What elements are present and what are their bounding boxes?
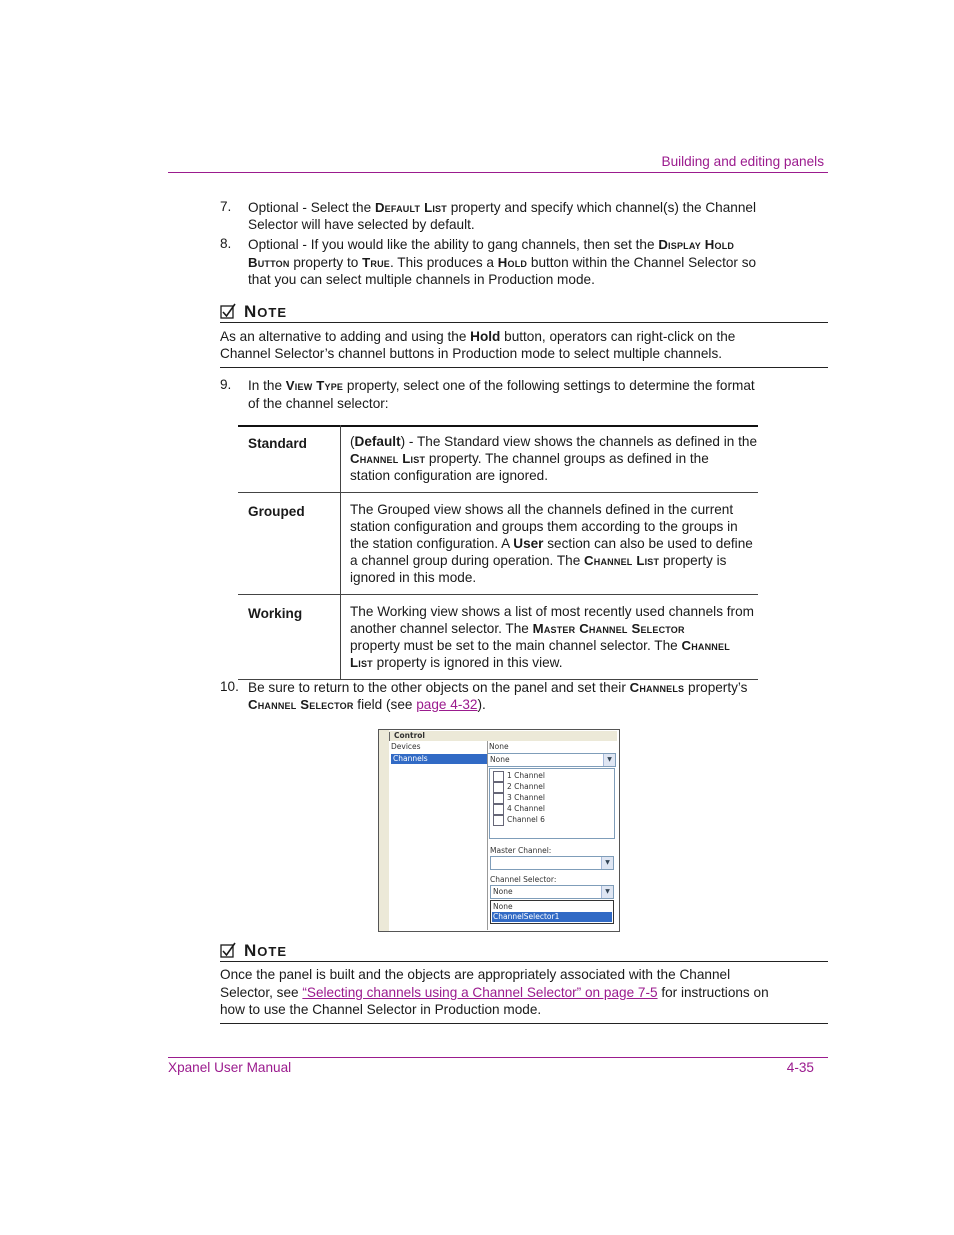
channel-selector-list [490,900,614,924]
running-header: Building and editing panels [661,154,824,169]
step-8-line-3: that you can select multiple channels in Production mode. [248,272,595,287]
step-8-line-1: Optional - If you would like the ability to gang channels, then set the Display Hold [248,237,735,252]
table-row [238,493,758,595]
desc-standard: (Default) - The Standard view shows the channels as defined in the Channel List property. The channel groups as defined in the station configuration are ignored. [350,434,758,483]
term-grouped: Grouped [238,493,341,595]
channel-label: 2 Channel [507,782,545,791]
footer-title: Xpanel User Manual [168,1060,292,1075]
note-line-1: As an alternative to adding and using the Hold button, operators can right-click on the [220,329,736,344]
prop-name-selected[interactable]: Channels [391,754,489,764]
channel-label: 4 Channel [507,804,545,813]
channel-label: 1 Channel [507,771,545,780]
prop-name[interactable]: Devices [391,742,421,751]
property-grid-screenshot [378,729,620,932]
note-bottom-rule [220,367,828,368]
note-2-bottom-rule [220,1023,828,1024]
note-2-line-3: how to use the Channel Selector in Production mode. [220,1002,542,1017]
step-8-number: 8. [220,236,232,251]
note-heading: NOTE [220,302,287,322]
step-10-number: 10. [220,679,239,694]
grid-divider [487,741,488,930]
prop-value[interactable]: None [489,742,509,751]
channel-checkbox[interactable] [493,782,504,793]
view-type-table [238,425,758,680]
grid-margin [379,730,389,931]
channel-label: 3 Channel [507,793,545,802]
step-8-line-2: Button property to True. This produces a Hold button within the Channel Selector so [248,255,757,270]
footer-rule [168,1057,828,1058]
channels-combo[interactable]: None ▼ [487,753,616,767]
step-10-line-2: Channel Selector field (see page 4-32). [248,697,486,712]
note-heading-2: NOTE [220,941,287,961]
step-9-number: 9. [220,377,232,392]
chevron-down-icon[interactable]: ▼ [603,754,615,766]
page-link[interactable]: page 4-32 [416,697,478,712]
step-10-line-1: Be sure to return to the other objects on the panel and set their Channels property’s [248,680,748,695]
master-channel-combo[interactable] [490,856,614,870]
group-label: Control [394,731,426,740]
note-2-line-1: Once the panel is built and the objects are appropriately associated with the Channel [220,967,731,982]
option-channel-selector-1[interactable]: ChannelSelector1 [492,912,612,922]
step-7-line-2: Selector will have selected by default. [248,217,475,232]
desc-working: The Working view shows a list of most recently used channels from another channel selector. The Master Channel Selector property must be set to the main channel selector. The Channel List property is ignored in this view. [350,604,754,670]
master-channel-label: Master Channel: [490,846,552,855]
note-2-line-2: Selector, see “Selecting channels using a Channel Selector” on page 7-5 for instructions on [220,985,769,1000]
note-top-rule [220,322,828,323]
note-line-2: Channel Selector’s channel buttons in Production mode to select multiple channels. [220,346,723,361]
step-9-line-1: In the View Type property, select one of the following settings to determine the format [248,378,755,393]
table-row [238,595,758,680]
note-2-top-rule [220,961,828,962]
channel-checkbox[interactable] [493,771,504,782]
checkbox-check-icon [220,303,236,319]
channel-selector-combo[interactable]: None ▼ [490,885,614,899]
channel-checkbox[interactable] [493,804,504,815]
table-row [238,425,758,493]
channel-checklist [489,768,615,839]
chevron-down-icon[interactable]: ▼ [601,857,613,869]
channel-selector-label: Channel Selector: [490,875,557,884]
footer-page-number: 4-35 [786,1060,814,1075]
channel-checkbox[interactable] [493,793,504,804]
step-7-number: 7. [220,199,232,214]
chevron-down-icon[interactable]: ▼ [601,886,613,898]
desc-grouped: The Grouped view shows all the channels defined in the current station configuration and groups them according to the groups in the station configuration. A User section can also be used to define a channel group during operation. The Channel List property is ignored in this mode. [350,502,753,585]
option-none[interactable]: None [493,902,513,911]
control-group-row[interactable] [381,731,617,741]
checkbox-check-icon [220,942,236,958]
channel-checkbox[interactable] [493,815,504,826]
step-7-line-1: Optional - Select the Default List property and specify which channel(s) the Channel [248,200,756,215]
step-9-line-2: of the channel selector: [248,396,389,411]
term-standard: Standard [238,425,341,493]
cross-reference-link[interactable]: “Selecting channels using a Channel Selector” on page 7-5 [302,985,658,1000]
term-working: Working [238,595,341,680]
channel-label: Channel 6 [507,815,545,824]
header-rule [168,172,828,173]
